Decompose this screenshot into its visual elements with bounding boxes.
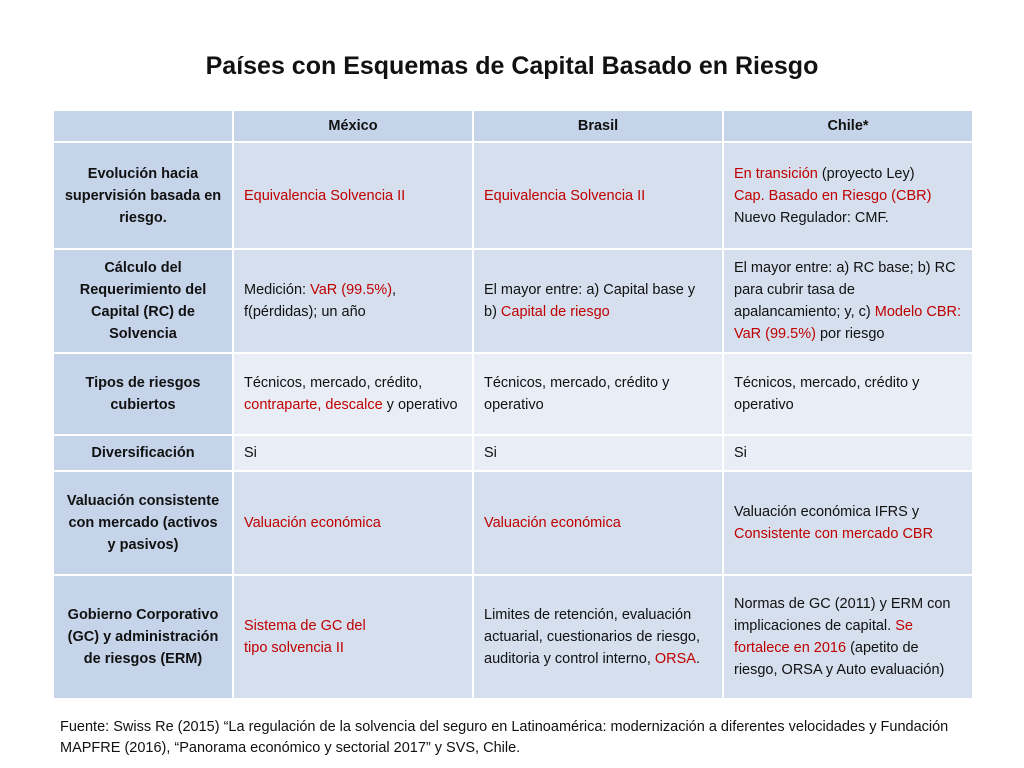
highlighted-text: contraparte, descalce [244,397,383,413]
cell-text: y [907,504,920,520]
cell-text: El mayor entre: a) RC base; b) RC para cubrir tasa de apalancamiento; y, c) [734,260,956,320]
highlighted-text: ORSA [654,651,696,667]
header-cell-mexico: México [234,111,472,141]
row-label: Cálculo del Requerimiento del Capital (RC) de Solvencia [54,250,232,352]
cell-brasil [474,436,722,470]
row-label: Diversificación [54,436,232,470]
header-cell-chile: Chile* [724,111,972,141]
header-cell-brasil: Brasil [474,111,722,141]
cell-brasil [474,472,722,574]
highlighted-text: Consistente con mercado CBR [734,526,934,542]
cell-brasil [474,250,722,352]
cell-mexico [234,354,472,434]
row-label: Tipos de riesgos cubiertos [54,354,232,434]
cell-text: Medición: [244,282,311,298]
cell-brasil [474,576,722,698]
highlighted-text: Sistema de GC del [244,618,366,634]
highlighted-text: VaR (99.5%) [310,282,393,298]
cell-text: (apetito de riesgo, ORSA y Auto evaluación) [734,640,945,678]
table-row [54,354,972,434]
table-header-row [54,111,972,141]
table-row [54,576,972,698]
highlighted-text: tipo solvencia II [244,640,344,656]
cell-mexico [234,472,472,574]
highlighted-text: Valuación económica [244,515,381,531]
source-note: Fuente: Swiss Re (2015) “La regulación de la solvencia del seguro en Latinoamérica: modernización a diferentes velocidades y Fundación MAPFRE (2016), “Panorama económico y sectorial 2017” y SVS, Chile. [60,719,949,756]
page-title: Países con Esquemas de Capital Basado en Riesgo [205,52,819,80]
cell-text: Normas de GC (2011) y ERM con implicaciones de capital. [734,596,951,634]
comparison-table [52,109,974,700]
cell-text: y operativo [382,397,458,413]
cell-brasil [474,354,722,434]
cell-mexico [234,143,472,248]
highlighted-text: Se fortalece en 2016 [734,618,913,656]
cell-text: Técnicos, mercado, crédito y operativo [484,375,670,413]
table-row [54,472,972,574]
header-cell-empty [54,111,232,141]
table-row [54,143,972,248]
row-label: Gobierno Corporativo (GC) y administración de riesgos (ERM) [54,576,232,698]
cell-mexico [234,436,472,470]
cell-text: por riesgo [815,326,885,342]
cell-text: , [392,282,397,298]
highlighted-text: Valuación económica [484,515,621,531]
highlighted-text: Capital de riesgo [500,304,610,320]
cell-text: Si [734,445,747,461]
row-label: Evolución hacia supervisión basada en riesgo. [54,143,232,248]
cell-text: Nuevo Regulador: [734,209,855,226]
highlighted-text: En transición [734,165,818,182]
cell-chile [724,436,972,470]
cell-text: Si [244,445,257,461]
row-label: Valuación consistente con mercado (activos y pasivos) [54,472,232,574]
highlighted-text: Equivalencia Solvencia II [244,187,406,204]
cell-text: Técnicos, mercado, crédito y operativo [734,375,920,413]
cell-text: Valuación económica IFRS [734,504,908,520]
cell-text: . [695,651,700,667]
cell-mexico [234,576,472,698]
table-row [54,436,972,470]
cell-text: Técnicos, mercado, crédito, [244,375,423,391]
cell-chile [724,143,972,248]
cell-chile [724,250,972,352]
highlighted-text: Modelo CBR: VaR (99.5%) [734,304,962,342]
highlighted-text: Cap. Basado en Riesgo (CBR) [734,187,932,204]
cell-text: CMF. [854,209,889,226]
cell-chile [724,576,972,698]
cell-mexico [234,250,472,352]
cell-text: f(pérdidas); un año [244,304,366,320]
cell-text: Si [484,445,497,461]
cell-chile [724,472,972,574]
cell-text: El mayor entre: a) Capital base y b) [484,282,696,320]
table-row [54,250,972,352]
highlighted-text: Equivalencia Solvencia II [484,187,646,204]
cell-chile [724,354,972,434]
cell-text: Limites de retención, evaluación actuarial, cuestionarios de riesgo, auditoria y control interno, [484,607,701,667]
cell-brasil [474,143,722,248]
cell-text: (proyecto Ley) [817,165,915,182]
